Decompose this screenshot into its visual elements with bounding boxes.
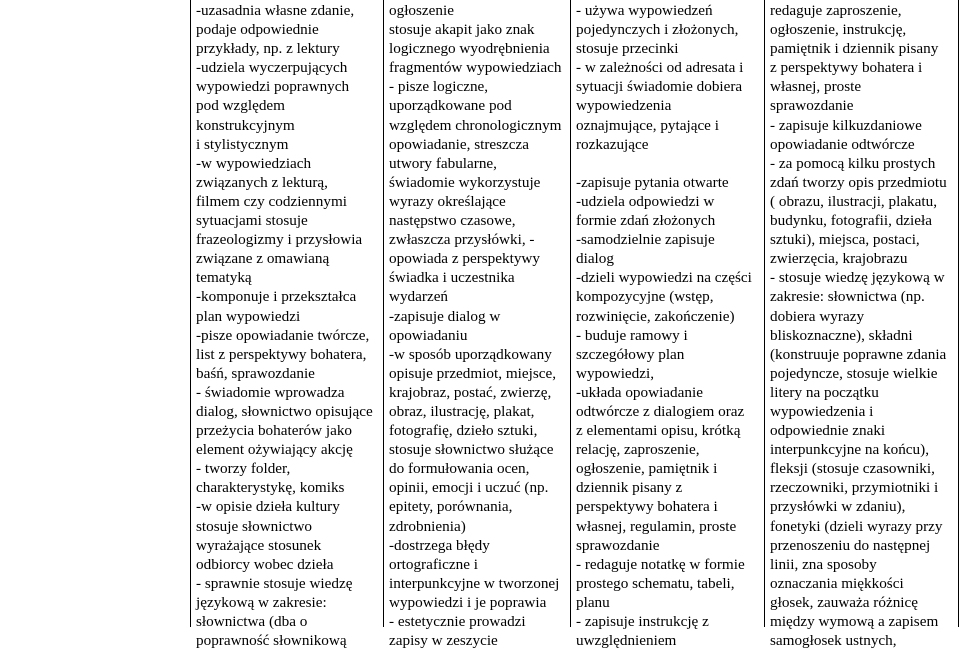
text-line: dobiera wyrazy	[770, 307, 865, 325]
text-line: opowiadanie, streszcza	[389, 135, 529, 153]
text-line: fleksji (stosuje czasowniki,	[770, 460, 935, 478]
text-line: charakterystykę, komiks	[196, 479, 345, 497]
text-line: oznajmujące, pytające i	[576, 116, 719, 134]
text-line: - świadomie wprowadza	[196, 383, 345, 401]
text-line: prostego schematu, tabeli,	[576, 574, 735, 592]
text-line: litery na początku	[770, 383, 879, 401]
text-line: - zapisuje kilkuzdaniowe	[770, 116, 922, 134]
text-line: fragmentów wypowiedziach	[389, 59, 562, 77]
table-border	[958, 0, 959, 627]
text-line: szczegółowy plan	[576, 345, 685, 363]
text-line: konstrukcyjnym	[196, 116, 295, 134]
text-line: tematyką	[196, 269, 252, 287]
text-line: perspektywy bohatera i	[576, 498, 718, 516]
text-line: - buduje ramowy i	[576, 326, 688, 344]
text-line: sprawozdanie	[770, 97, 854, 115]
text-line: krajobraz, postać, zwierzę,	[389, 383, 552, 401]
text-line: - używa wypowiedzeń	[576, 2, 713, 19]
text-line: związane z omawianą	[196, 250, 330, 268]
text-line: -komponuje i przekształca	[196, 288, 357, 306]
text-line: wyrażające stosunek	[196, 536, 322, 554]
text-line: zwierzęcia, krajobrazu	[770, 250, 908, 268]
text-line: pojedynczych i złożonych,	[576, 21, 739, 39]
text-line: opowiadanie odtwórcze	[770, 135, 915, 153]
text-line: - zapisuje instrukcję z	[576, 613, 709, 630]
text-line: wypowiedzi,	[576, 364, 655, 382]
text-line: zapisy w zeszycie	[389, 632, 498, 650]
text-line: - tworzy folder,	[196, 460, 291, 478]
text-line: stosuje słownictwo służące	[389, 441, 554, 459]
text-line: poprawność słownikową	[196, 632, 347, 650]
text-line: plan wypowiedzi	[196, 307, 301, 325]
text-line: przeżycia bohaterów jako	[196, 422, 353, 440]
text-line: między wymową a zapisem	[770, 613, 939, 630]
text-line: interpunkcyjne w tworzonej	[389, 574, 560, 592]
table-border	[570, 0, 571, 627]
text-line: odbiorcy wobec dzieła	[196, 555, 334, 573]
text-line: stosuje przecinki	[576, 40, 679, 58]
text-line: ogłoszenie, instrukcję,	[770, 21, 907, 39]
text-line: wyrazy określające	[389, 192, 506, 210]
text-line: (konstruuje poprawne zdania	[770, 345, 947, 363]
text-line: następstwo czasowe,	[389, 212, 516, 230]
text-line: świadka i uczestnika	[389, 269, 515, 287]
text-line: zwłaszcza przysłówki, -	[389, 231, 535, 249]
text-line: zdrobnienia)	[389, 517, 466, 535]
text-line: opinii, emocji i uczuć (np.	[389, 479, 549, 497]
text-line: słownictwa (dba o	[196, 613, 308, 630]
text-line: sztuki), miejsca, postaci,	[770, 231, 920, 249]
text-line: i stylistycznym	[196, 135, 289, 153]
text-line: przysłówki w zdaniu),	[770, 498, 906, 516]
text-line: samogłosek ustnych,	[770, 632, 897, 650]
text-line: z perspektywy bohatera i	[770, 59, 923, 77]
text-line: - w zależności od adresata i	[576, 59, 744, 77]
text-line: oznaczania miękkości	[770, 574, 904, 592]
text-line: do formułowania ocen,	[389, 460, 530, 478]
text-line: sytuacji świadomie dobiera	[576, 78, 743, 96]
text-line: świadomie wykorzystuje	[389, 173, 541, 191]
table-border	[383, 0, 384, 627]
text-line: opisuje przedmiot, miejsce,	[389, 364, 557, 382]
text-line: -samodzielnie zapisuje	[576, 231, 715, 249]
text-line: stosuje akapit jako znak	[389, 21, 535, 39]
text-line: redaguje zaproszenie,	[770, 2, 902, 19]
text-line: - sprawnie stosuje wiedzę	[196, 574, 353, 592]
text-line: element ożywiający akcję	[196, 441, 353, 459]
text-line: rzeczowniki, przymiotniki i	[770, 479, 939, 497]
text-line: frazeologizmy i przysłowia	[196, 231, 363, 249]
text-line: pojedyncze, stosuje wielkie	[770, 364, 938, 382]
table-cell-grade-column-3	[576, 1, 762, 650]
text-line: kompozycyjne (wstęp,	[576, 288, 714, 306]
text-line: pamiętnik i dziennik pisany	[770, 40, 939, 58]
text-line: -w sposób uporządkowany	[389, 345, 552, 363]
text-line: ogłoszenie	[389, 2, 454, 19]
text-line: - stosuje wiedzę językową w	[770, 269, 945, 287]
text-line: stosuje słownictwo	[196, 517, 313, 535]
text-line: ortograficzne i	[389, 555, 478, 573]
text-line: z elementami opisu, krótką	[576, 422, 741, 440]
text-line: przykłady, np. z lektury	[196, 40, 340, 58]
text-line: filmem czy codziennymi	[196, 192, 347, 210]
text-line: utwory fabularne,	[389, 154, 497, 172]
text-line: odtwórcze z dialogiem oraz	[576, 402, 745, 420]
text-line: -udziela odpowiedzi w	[576, 192, 715, 210]
text-line: rozwinięcie, zakończenie)	[576, 307, 735, 325]
table-border	[190, 0, 191, 627]
text-line: związanych z lekturą,	[196, 173, 328, 191]
text-line: baśń, sprawozdanie	[196, 364, 315, 382]
text-line: własnej, proste	[770, 78, 862, 96]
text-line: bliskoznaczne), składni	[770, 326, 913, 344]
text-line: zakresie: słownictwa (np.	[770, 288, 925, 306]
text-line: głosek, zauważa różnicę	[770, 593, 918, 611]
text-line: -pisze opowiadanie twórcze,	[196, 326, 370, 344]
text-line: -w wypowiedziach	[196, 154, 312, 172]
table-cell-grade-column-2	[389, 1, 569, 650]
text-line: fonetyki (dzieli wyrazy przy	[770, 517, 943, 535]
text-line: - redaguje notatkę w formie	[576, 555, 745, 573]
text-line: -układa opowiadanie	[576, 383, 703, 401]
text-line: ( obrazu, ilustracji, plakatu,	[770, 192, 938, 210]
text-line: budynku, fotografii, dzieła	[770, 212, 932, 230]
text-line: ogłoszenie, pamiętnik i	[576, 460, 718, 478]
text-line: -zapisuje dialog w	[389, 307, 501, 325]
text-line: sytuacjami stosuje	[196, 212, 308, 230]
text-line: wypowiedzenia	[576, 97, 672, 115]
text-line: dialog, słownictwo opisujące	[196, 402, 373, 420]
text-line: wypowiedzi i je poprawia	[389, 593, 547, 611]
text-line: własnej, regulamin, proste	[576, 517, 737, 535]
text-line: opowiadaniu	[389, 326, 468, 344]
text-line: odpowiednie znaki	[770, 422, 886, 440]
table-cell-grade-column-4	[770, 1, 958, 650]
text-line: linii, zna sposoby	[770, 555, 877, 573]
text-line: - za pomocą kilku prostych	[770, 154, 936, 172]
text-line: - pisze logiczne,	[389, 78, 489, 96]
text-line: planu	[576, 593, 610, 611]
text-line: językową w zakresie:	[196, 593, 327, 611]
text-line: zdań tworzy opis przedmiotu	[770, 173, 947, 191]
text-line: -zapisuje pytania otwarte	[576, 173, 729, 191]
text-line: uporządkowane pod	[389, 97, 512, 115]
text-line: rozkazujące	[576, 135, 649, 153]
text-line: list z perspektywy bohatera,	[196, 345, 367, 363]
text-line: fotografię, dzieło sztuki,	[389, 422, 538, 440]
text-line: relację, zaproszenie,	[576, 441, 700, 459]
text-line: -udziela wyczerpujących	[196, 59, 348, 77]
text-line: względem chronologicznym	[389, 116, 562, 134]
table-border	[764, 0, 765, 627]
text-line: epitety, porównania,	[389, 498, 513, 516]
text-line: opowiada z perspektywy	[389, 250, 540, 268]
text-line: -dzieli wypowiedzi na części	[576, 269, 752, 287]
text-line: dziennik pisany z	[576, 479, 683, 497]
text-line: interpunkcyjne na końcu),	[770, 441, 929, 459]
text-line: sprawozdanie	[576, 536, 660, 554]
text-line: logicznego wyodrębnienia	[389, 40, 550, 58]
text-line: dialog	[576, 250, 614, 268]
text-line: formie zdań złożonych	[576, 212, 716, 230]
table-cell-grade-column-1	[196, 1, 382, 650]
text-line: wydarzeń	[389, 288, 449, 306]
text-line: -uzasadnia własne zdanie,	[196, 2, 355, 19]
text-line: - estetycznie prowadzi	[389, 613, 526, 630]
text-line: wypowiedzenia i	[770, 402, 874, 420]
text-line: wypowiedzi poprawnych	[196, 78, 350, 96]
text-line: podaje odpowiednie	[196, 21, 319, 39]
text-line: przenoszeniu do następnej	[770, 536, 931, 554]
text-line: pod względem	[196, 97, 285, 115]
text-line: -w opisie dzieła kultury	[196, 498, 340, 516]
text-line: obraz, ilustrację, plakat,	[389, 402, 535, 420]
text-line	[576, 154, 762, 173]
text-line: uwzględnieniem	[576, 632, 677, 650]
text-line: -dostrzega błędy	[389, 536, 490, 554]
